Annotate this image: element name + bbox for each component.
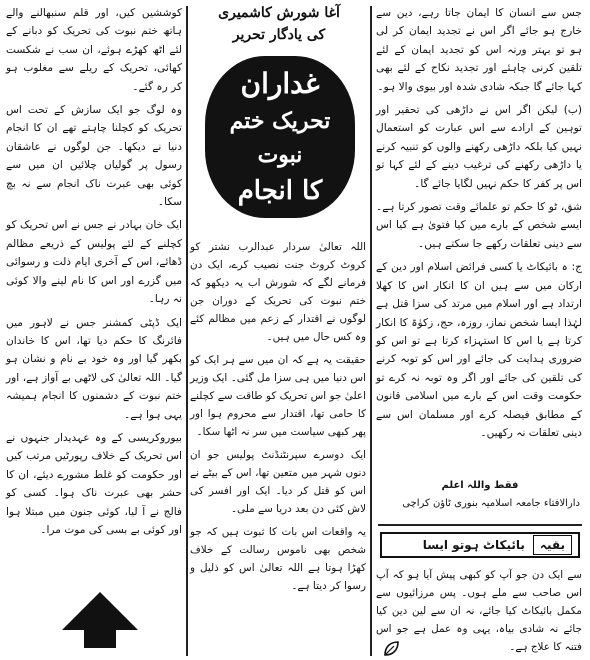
up-arrow-icon — [60, 590, 140, 650]
paragraph: ایک دوسرے سپرنٹنڈنٹ پولیس جو ان دنوں شہر میں متعین تھا، اس کے بیٹے نے اس کو قتل کر دیا۔ ایک اور افسر کی لاش کئی دن بعد دریا سے ملی۔ — [190, 449, 366, 515]
section-divider — [378, 524, 582, 526]
continuation-box — [380, 532, 580, 558]
paragraph: وہ لوگ جو ایک سازش کے تحت اس تحریک کو کچلنا چاہتے تھے ان کا انجام دنیا نے دیکھا۔ جن لوگوں نے عاشقان رسول پر گولیاں چلائیں ان میں سے کوئی بھی عبرت ناک انجام سے نہ بچ سکا۔ — [6, 104, 182, 209]
author-name: آغا شورش کاشمیری — [218, 5, 340, 21]
paragraph: اللہ تعالیٰ سردار عبدالرب نشتر کو کروٹ کروٹ جنت نصیب کرے، ایک دن فرمانے لگے کہ شورش اب یہ دیکھو کہ ختم نبوت کی تحریک کے دوران جن لوگوں نے اقتدار کے زعم میں مظالم کئے وہ کس حال میں ہیں۔ — [190, 241, 366, 343]
title-badge — [205, 56, 355, 218]
title-line-3: کا انجام — [237, 176, 323, 206]
continuation-title: بائیکاٹ ہوتو ایسا — [422, 538, 525, 552]
byline-header — [202, 2, 356, 52]
article-column-right — [376, 4, 582, 516]
paragraph: بیوروکریسی کے وہ عہدیدار جنہوں نے اس تحریک کے خلاف رپورٹیں مرتب کیں اور حکومت کو غلط مشورے دیئے، ان کا حشر بھی عبرت ناک ہوا۔ کسی کو فالج نے آ لیا، کوئی جنون میں مبتلا ہوا اور کوئی بے بسی کی موت مرا۔ — [6, 431, 182, 536]
paragraph: ج: ہ بائیکاٹ یا کسی فرائض اسلام اور دین کے ارکان میں سے ہیں ان کا انکار اس کا کھلا ارتداد ہے اور اسلام میں مرتد کی سزا قتل ہے لہٰذا ایسا شخص نماز، روزہ، حج، زکوٰۃ کا انکار کرتا ہے یا اس کا استہزاء کرتا ہے تو اس کو ضروری ہدایت کی جائے اور اس کو توبہ کرنے کی تلقین کی جائے اور اگر وہ توبہ نہ کرے تو حکومت وقت اس کے بارے میں اسلامی قانون کے مطابق فیصلہ کرے اور مسلمان اس سے دینی تعلقات نہ رکھیں۔ — [376, 261, 582, 439]
title-line-1: غداران — [240, 67, 320, 100]
article-column-bottom-right — [376, 566, 582, 653]
paragraph: حقیقت یہ ہے کہ ان میں سے ہر ایک کو اس دنیا میں ہی سزا مل گئی۔ ایک وزیر اعلیٰ جو اس تحریک کو طاقت سے کچلنے کا حامی تھا، اقتدار سے محروم ہوا اور پھر کبھی سیاست میں سر نہ اٹھا سکا۔ — [190, 354, 366, 438]
paragraph: جس سے انسان کا ایمان جاتا رہے، دین سے خارج ہو جائے اگر اس نے تجدید ایمان کر لی ہو تو بہتر ورنہ اس کو تجدید ایمان کے لئے تلقین کرنی چاہئے اور تجدید نکاح کے لئے بھی کہا جائے گا جبکہ شادی شدہ اور بیوی والا ہو۔ — [376, 7, 582, 93]
column-divider — [370, 6, 372, 656]
paragraph: ایک خان بہادر نے جس نے اس تحریک کو کچلنے کے لئے پولیس کے ذریعے مظالم ڈھائے، اس کے آخری ایام ذلت و رسوائی میں گزرے اور اس کا نام لینے والا کوئی نہ رہا۔ — [6, 219, 182, 306]
subtitle: کی یادگار تحریر — [232, 27, 326, 43]
source-line: دارالافتاء جامعہ اسلامیہ بنوری ٹاؤن کراچی — [402, 498, 580, 509]
paragraph: کوششیں کیں، اور قلم سنبھالنے والے ہاتھ ختم نبوت کی تحریک کو دبانے کے لئے اٹھ کھڑے ہوئے، ان سب نے شکست کھائی، تحریک کے ریلے سے مغلوب ہو کر رہ گئے۔ — [6, 7, 182, 93]
article-column-middle — [190, 238, 366, 656]
paragraph: ایک ڈپٹی کمشنر جس نے لاہور میں فائرنگ کا حکم دیا تھا، اس کا خاندان بکھر گیا اور وہ خود بے نام و نشان ہو گیا۔ اللہ تعالیٰ کی لاٹھی بے آواز ہے، اور ختم نبوت کے دشمنوں کا انجام ہمیشہ یہی ہوا ہے۔ — [6, 316, 182, 421]
article-column-left — [6, 4, 182, 564]
paragraph: سے ایک دن جو آپ کو کبھی پیش آیا ہو کہ آپ اس صاحب سے ملے ہوں۔ پس مرزائیوں سے مکمل بائیکاٹ کیا جائے، نہ ان سے لین دین کیا جائے نہ شادی بیاہ، یہی وہ عمل ہے جو اس فتنہ کا علاج ہے۔ — [376, 569, 582, 653]
column-divider — [186, 6, 188, 656]
signature-line: فقط واللہ اعلم — [441, 480, 519, 491]
title-line-2: تحریک ختم نبوت — [229, 108, 331, 168]
paragraph: (ب) لیکن اگر اس نے داڑھی کی تحقیر اور توہین کے ارادے سے اس عبارت کو استعمال نہیں کیا بلکہ داڑھی رکھنے والوں کو تنبیہ کرنے یا داڑھی رکھنے کی ترغیب دینے کے لئے کہا تو اس پر کفر کا حکم نہیں لگایا جائے گا۔ — [376, 104, 582, 190]
leaf-icon — [382, 640, 400, 658]
paragraph: یہ واقعات اس بات کا ثبوت ہیں کہ جو شخص بھی ناموس رسالت کے خلاف کھڑا ہوتا ہے اللہ تعالیٰ اس کو ذلیل و رسوا کر دیتا ہے۔ — [190, 526, 366, 592]
continuation-label: بقیہ — [533, 535, 572, 555]
paragraph: شق، ٹو کا حکم تو علمائے وقت تصور کرتا ہے۔ ایسے شخص کے بارے میں کیا فتویٰ ہے کیا اس سے دینی تعلقات رکھے جا سکتے ہیں۔ — [376, 201, 582, 250]
